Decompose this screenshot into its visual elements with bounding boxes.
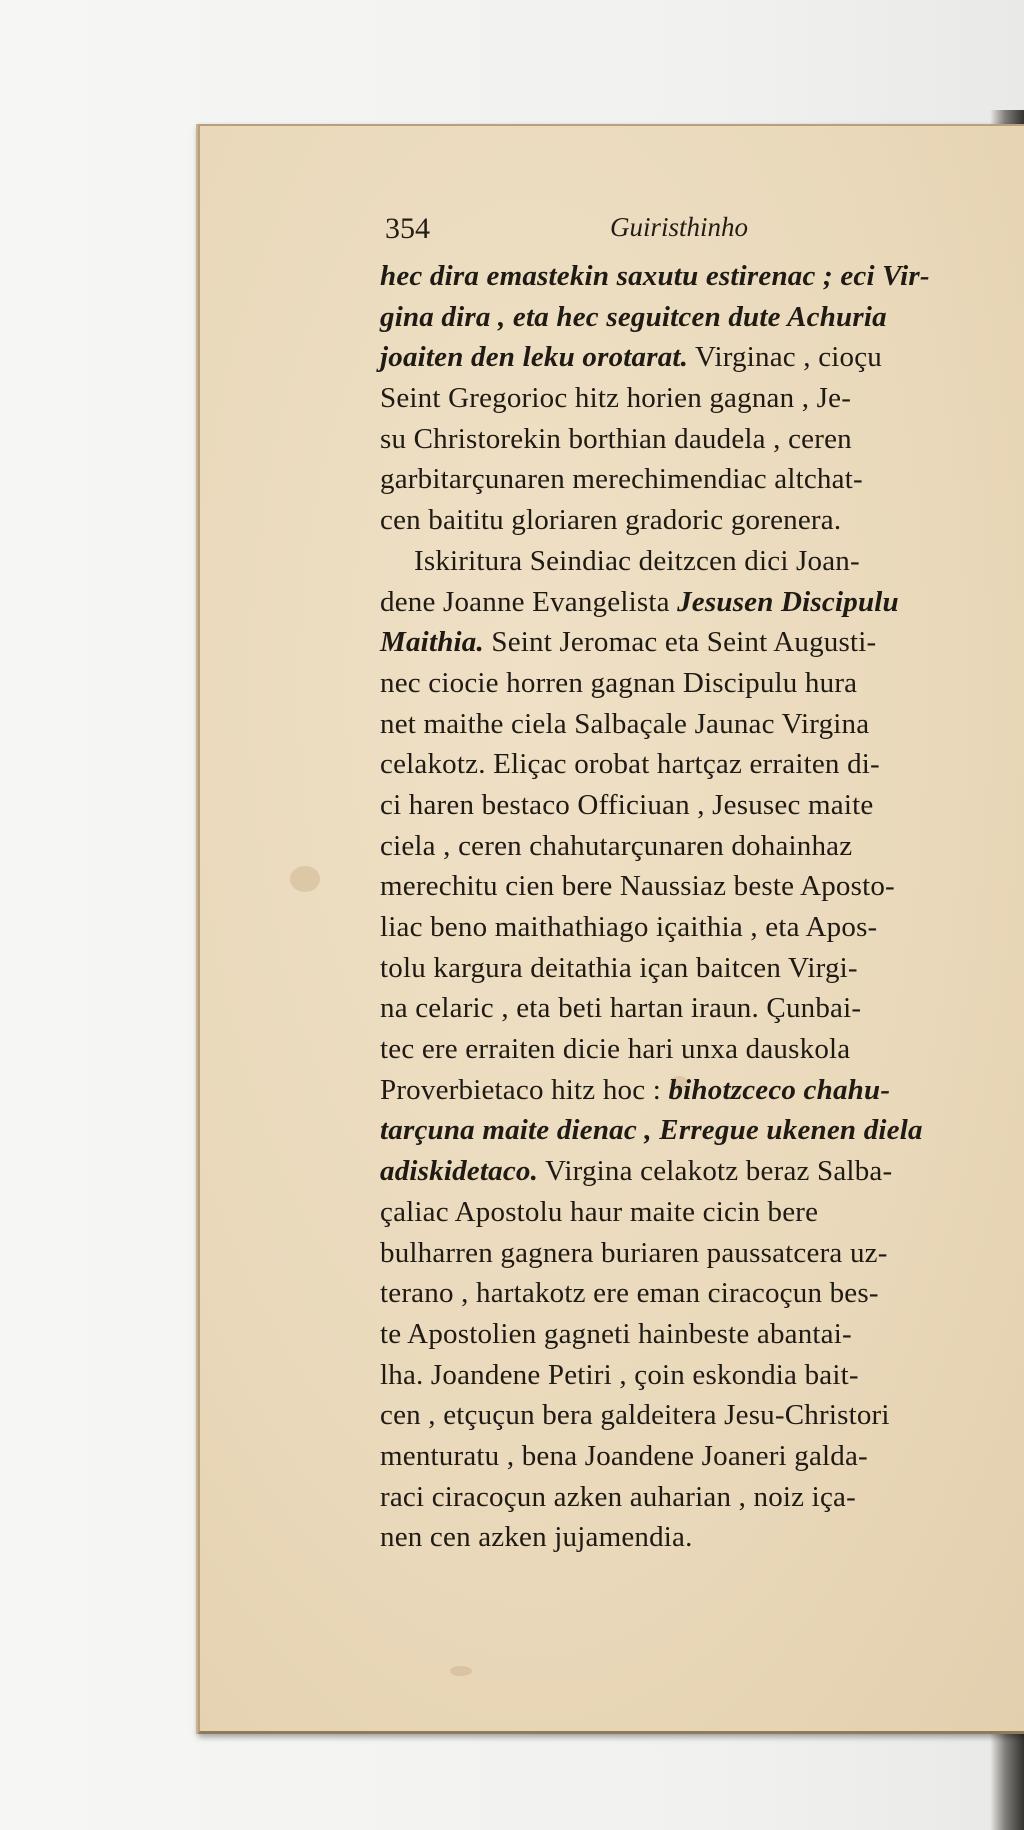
text-line <box>380 378 1020 419</box>
text-line <box>380 744 1020 785</box>
text-segment: çaliac Apostolu haur maite cicin bere <box>380 1195 819 1228</box>
text-line <box>380 1314 1020 1355</box>
text-line <box>380 785 1020 826</box>
text-line <box>380 622 1020 663</box>
text-line <box>380 1436 1020 1477</box>
text-line <box>380 1273 1020 1314</box>
text-line <box>380 337 1020 378</box>
text-line <box>380 1517 1020 1558</box>
text-segment: Proverbietaco hitz hoc : <box>380 1073 669 1106</box>
text-line <box>380 582 1020 623</box>
text-line <box>380 1233 1020 1274</box>
text-line <box>380 1355 1020 1396</box>
text-segment: tec ere erraiten dicie hari unxa dauskola <box>380 1033 851 1066</box>
text-segment: tolu kargura deitathia içan baitcen Virgi- <box>380 951 858 984</box>
italic-text-segment: bihotzceco chahu- <box>668 1073 891 1106</box>
text-line <box>380 866 1020 907</box>
text-segment: dene Joanne Evangelista <box>380 585 678 618</box>
text-line <box>380 1395 1020 1436</box>
body-text <box>380 256 1020 1558</box>
text-segment: te Apostolien gagneti hainbeste abantai- <box>380 1317 852 1350</box>
page-number: 354 <box>385 212 430 245</box>
text-line <box>380 1110 1020 1151</box>
text-segment: menturatu , bena Joandene Joaneri galda- <box>380 1439 868 1472</box>
text-segment: Iskiritura Seindiac deitzcen dici Joan- <box>414 544 860 577</box>
text-segment: celakotz. Eliçac orobat hartçaz erraiten di- <box>380 748 880 781</box>
text-segment: ciela , ceren chahutarçunaren dohainhaz <box>380 829 853 862</box>
italic-text-segment: hec dira emastekin saxutu estirenac ; eci Vir- <box>380 260 930 292</box>
text-line <box>380 1477 1020 1518</box>
page-header <box>385 212 1005 258</box>
text-line <box>380 1151 1020 1192</box>
text-segment: net maithe ciela Salbaçale Jaunac Virgina <box>380 707 870 740</box>
text-line <box>380 1070 1020 1111</box>
text-line <box>380 500 1020 541</box>
text-segment: Seint Gregorioc hitz horien gagnan , Je- <box>380 382 852 415</box>
text-line <box>380 459 1020 500</box>
text-line <box>380 988 1020 1029</box>
text-segment: cen , etçuçun bera galdeitera Jesu-Christori <box>380 1399 890 1432</box>
text-segment: Seint Jeromac eta Seint Augusti- <box>483 626 877 659</box>
text-segment: Virgina celakotz beraz Salba- <box>538 1155 893 1188</box>
text-line <box>380 663 1020 704</box>
text-segment: cen baititu gloriaren gradoric gorenera. <box>380 504 842 537</box>
italic-text-segment: joaiten den leku orotarat. <box>380 341 689 374</box>
text-segment: na celaric , eta beti hartan iraun. Çunbai- <box>380 992 862 1025</box>
italic-text-segment: tarçuna maite dienac , Erregue ukenen diela <box>380 1114 923 1147</box>
text-segment: terano , hartakotz ere eman ciracoçun bes- <box>380 1277 879 1310</box>
text-segment: bulharren gagnera buriaren paussatcera uz- <box>380 1236 888 1269</box>
text-line <box>380 1029 1020 1070</box>
text-segment: merechitu cien bere Naussiaz beste Aposto- <box>380 870 895 903</box>
running-title: Guiristhinho <box>610 212 749 242</box>
text-segment: nec ciocie horren gagnan Discipulu hura <box>380 666 858 699</box>
text-line <box>380 419 1020 460</box>
text-segment: ci haren bestaco Officiuan , Jesusec maite <box>380 788 874 821</box>
text-line <box>380 297 1020 338</box>
italic-text-segment: gina dira , eta hec seguitcen dute Achuria <box>380 300 887 333</box>
paper-stain <box>450 1666 472 1676</box>
text-line <box>380 948 1020 989</box>
text-line <box>380 704 1020 745</box>
text-segment: garbitarçunaren merechimendiac altchat- <box>380 463 863 496</box>
text-segment: liac beno maithathiago içaithia , eta Apos- <box>380 911 878 943</box>
paper-stain <box>290 866 320 892</box>
text-line <box>380 826 1020 867</box>
text-line <box>380 907 1020 948</box>
text-segment: raci ciracoçun azken auharian , noiz iça- <box>380 1480 856 1513</box>
italic-text-segment: adiskidetaco. <box>380 1155 539 1188</box>
text-segment: lha. Joandene Petiri , çoin eskondia bait- <box>380 1358 859 1391</box>
text-line <box>380 541 1020 582</box>
text-segment: su Christorekin borthian daudela , ceren <box>380 422 852 455</box>
text-line <box>380 256 1020 297</box>
italic-text-segment: Jesusen Discipulu <box>677 585 899 618</box>
text-segment: Virginac , cioçu <box>688 341 882 374</box>
italic-text-segment: Maithia. <box>380 626 484 659</box>
text-segment: nen cen azken jujamendia. <box>380 1521 693 1554</box>
text-line <box>380 1192 1020 1233</box>
